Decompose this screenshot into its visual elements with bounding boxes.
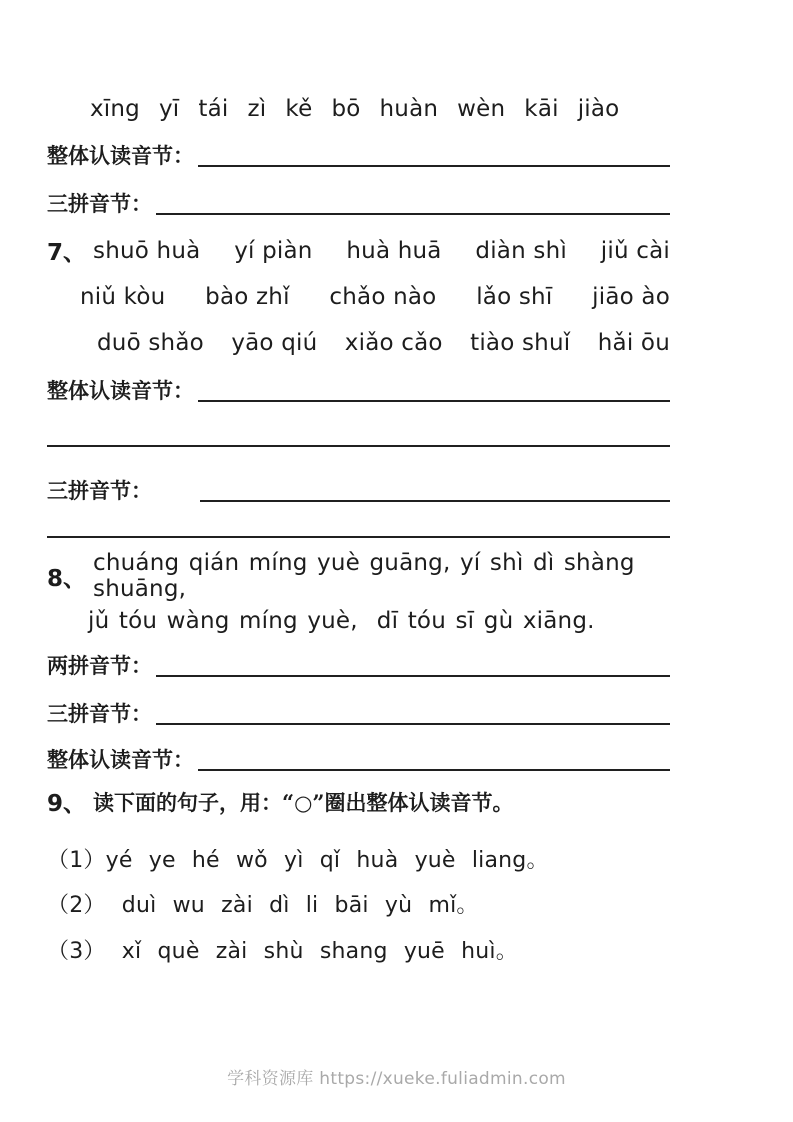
answer-field-whole-syllables [47, 140, 670, 170]
field-label: 整体认读音节： [47, 747, 194, 772]
answer-blank-line [198, 769, 670, 771]
answer-blank-line [198, 165, 670, 167]
question-instruction: 读下面的句子，用：“○”圈出整体认读音节。 [93, 789, 514, 815]
pinyin-word: duō shǎo [97, 329, 204, 356]
question-8-line-2 [88, 605, 670, 637]
question-9-heading [47, 787, 670, 816]
pinyin-word: huà huā [346, 237, 442, 264]
pinyin-word: jiǔ cài [600, 237, 670, 264]
answer-blank-line [198, 400, 670, 402]
pinyin-word: hǎi ōu [597, 329, 670, 356]
pinyin-word: tiào shuǐ [470, 329, 571, 356]
answer-field-three-spell [47, 698, 670, 728]
syllable: jiào [577, 96, 620, 122]
pinyin-sentence: （2） duì wu zài dì li bāi yù mǐ。 [47, 893, 479, 918]
question-7-row-1 [47, 236, 670, 265]
answer-blank-line [200, 500, 670, 502]
pinyin-sentence: （1）yé ye hé wǒ yì qǐ huà yuè liang。 [47, 848, 549, 873]
answer-blank-line-full [47, 536, 670, 538]
syllable: yī [158, 96, 180, 122]
question-number: 8、 [47, 565, 87, 592]
question-number: 7、 [47, 240, 87, 266]
answer-blank-line [156, 213, 670, 215]
syllable: tái [198, 96, 229, 122]
answer-blank-line-full [47, 445, 670, 447]
pinyin-word: shuō huà [93, 237, 201, 264]
answer-blank-line [156, 723, 670, 725]
syllable-list-row [90, 94, 670, 124]
question-8-line-1 [47, 550, 670, 602]
field-label: 两拼音节： [47, 653, 152, 678]
answer-field-whole-syllables [47, 744, 670, 774]
pinyin-sentence: jǔ tóu wàng míng yuè, dī tóu sī gù xiāng. [88, 608, 595, 634]
answer-field-two-spell [47, 650, 670, 680]
pinyin-sentence: （3） xǐ què zài shù shang yuē huì。 [47, 939, 518, 964]
question-7-row-3 [97, 328, 670, 357]
answer-field-whole-syllables [47, 375, 670, 405]
pinyin-word: yāo qiú [231, 329, 318, 356]
field-label: 整体认读音节： [47, 143, 194, 168]
answer-field-three-spell [47, 188, 670, 218]
syllable: zì [247, 96, 267, 122]
pinyin-word: xiǎo cǎo [344, 329, 443, 356]
watermark-source-url: 学科资源库 https://xueke.fuliadmin.com [227, 1069, 566, 1089]
pinyin-word: chǎo nào [329, 283, 437, 310]
field-label: 三拼音节： [47, 191, 152, 216]
syllable: bō [331, 96, 361, 122]
syllable: xīng [90, 96, 140, 122]
question-9-item-2 [47, 889, 670, 918]
question-number: 9、 [47, 791, 87, 817]
field-label: 整体认读音节： [47, 378, 194, 403]
pinyin-word: yí piàn [234, 237, 313, 264]
answer-field-three-spell [47, 475, 670, 505]
syllable: kě [285, 96, 313, 122]
syllable: kāi [524, 96, 559, 122]
field-label: 三拼音节： [47, 478, 152, 503]
question-7-row-2 [80, 282, 670, 311]
pinyin-word: jiāo ào [592, 283, 670, 310]
pinyin-word: bào zhǐ [205, 283, 290, 310]
question-9-item-1 [47, 844, 670, 873]
syllable: wèn [457, 96, 506, 122]
pinyin-word: diàn shì [475, 237, 567, 264]
syllable: huàn [379, 96, 439, 122]
pinyin-word: lǎo shī [476, 283, 553, 310]
pinyin-word: niǔ kòu [80, 283, 166, 310]
field-label: 三拼音节： [47, 701, 152, 726]
answer-blank-line [156, 675, 670, 677]
pinyin-sentence: chuáng qián míng yuè guāng, yí shì dì shàng shuāng, [93, 550, 645, 602]
question-9-item-3 [47, 935, 670, 964]
question-7-first-cell [47, 234, 200, 267]
